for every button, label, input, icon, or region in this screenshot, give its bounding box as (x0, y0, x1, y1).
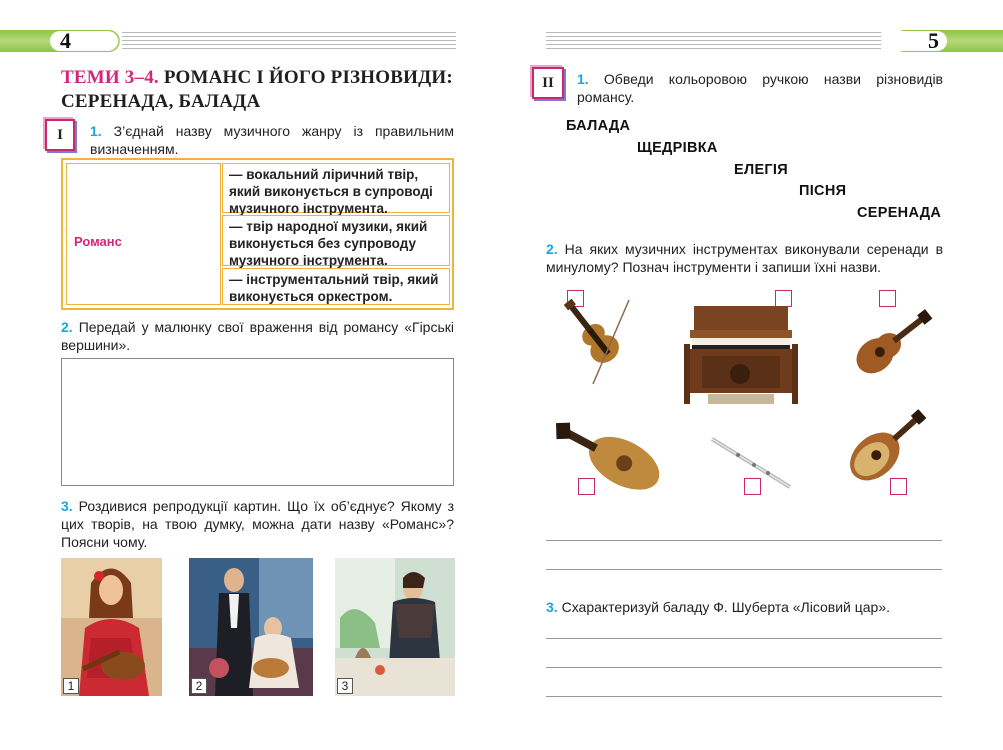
lute-icon (551, 416, 671, 492)
flute-checkbox[interactable] (744, 478, 761, 495)
mandolin-icon (834, 396, 938, 494)
painting-3 (335, 558, 455, 696)
matching-table (61, 158, 454, 310)
answer-line[interactable] (546, 667, 942, 668)
definition-cell[interactable]: — інструментальний твір, який виконується оркестром. (222, 268, 450, 305)
genre-word[interactable]: ЩЕДРІВКА (637, 140, 718, 156)
painting-number: 3 (337, 678, 353, 694)
genre-word[interactable]: ПІСНЯ (799, 183, 847, 199)
answer-line[interactable] (546, 638, 942, 639)
violin-icon (555, 290, 637, 386)
definition-cell[interactable]: — твір народної музики, який виконується без супроводу музичного інструмента. (222, 215, 450, 266)
ukulele-icon (842, 297, 938, 381)
task-2: 2. Передай у малюнку свої враження від романсу «Гірські вершини». (61, 319, 454, 353)
painting-number: 2 (191, 678, 207, 694)
page-header (0, 30, 460, 52)
girl-with-guitar-image (61, 558, 162, 696)
task-3: 3. Схарактеризуй баладу Ф. Шуберта «Лісовий цар». (546, 599, 891, 615)
answer-line[interactable] (546, 569, 942, 570)
drawing-area[interactable] (61, 358, 454, 486)
answer-line[interactable] (546, 696, 942, 697)
painting-2 (189, 558, 313, 696)
page-number: 4 (60, 28, 71, 53)
painting-number: 1 (63, 678, 79, 694)
page-header (546, 30, 1003, 52)
page-number: 5 (928, 28, 939, 53)
page-title: ТЕМИ 3–4. РОМАНС І ЙОГО РІЗНОВИДИ: СЕРЕНАДА, БАЛАДА (61, 67, 453, 112)
genre-word[interactable]: ЕЛЕГІЯ (734, 162, 788, 178)
definition-cell[interactable]: — вокальний ліричний твір, який виконується в супроводі музичного інструмента. (222, 163, 450, 213)
task-1: 1. Обведи кольоровою ручкою назви різновидів романсу. (577, 71, 943, 105)
task-3: 3. Роздивися репродукції картин. Що їх об’єднує? Якому з цих творів, на твою думку, можна дати назву «Романс»? Поясни чому. (61, 498, 455, 550)
genre-word[interactable]: СЕРЕНАДА (857, 205, 942, 221)
section-marker-i: I (45, 119, 75, 151)
woman-at-window-image (335, 558, 455, 696)
couple-with-guitar-image (189, 558, 313, 696)
organ-icon (680, 304, 802, 412)
answer-line[interactable] (546, 540, 942, 541)
genre-word[interactable]: БАЛАДА (566, 118, 631, 134)
task-1: 1. З’єднай назву музичного жанру із правильним визначенням. (90, 123, 454, 157)
left-page (0, 0, 501, 750)
genre-term-cell[interactable]: Романс (66, 163, 221, 305)
task-2: 2. На яких музичних інструментах виконували серенади в минулому? Познач інструменти і запиши їхні назви. (546, 241, 944, 275)
section-marker-ii: II (532, 67, 564, 99)
painting-1 (61, 558, 162, 696)
mandolin-checkbox[interactable] (890, 478, 907, 495)
lute-checkbox[interactable] (578, 478, 595, 495)
